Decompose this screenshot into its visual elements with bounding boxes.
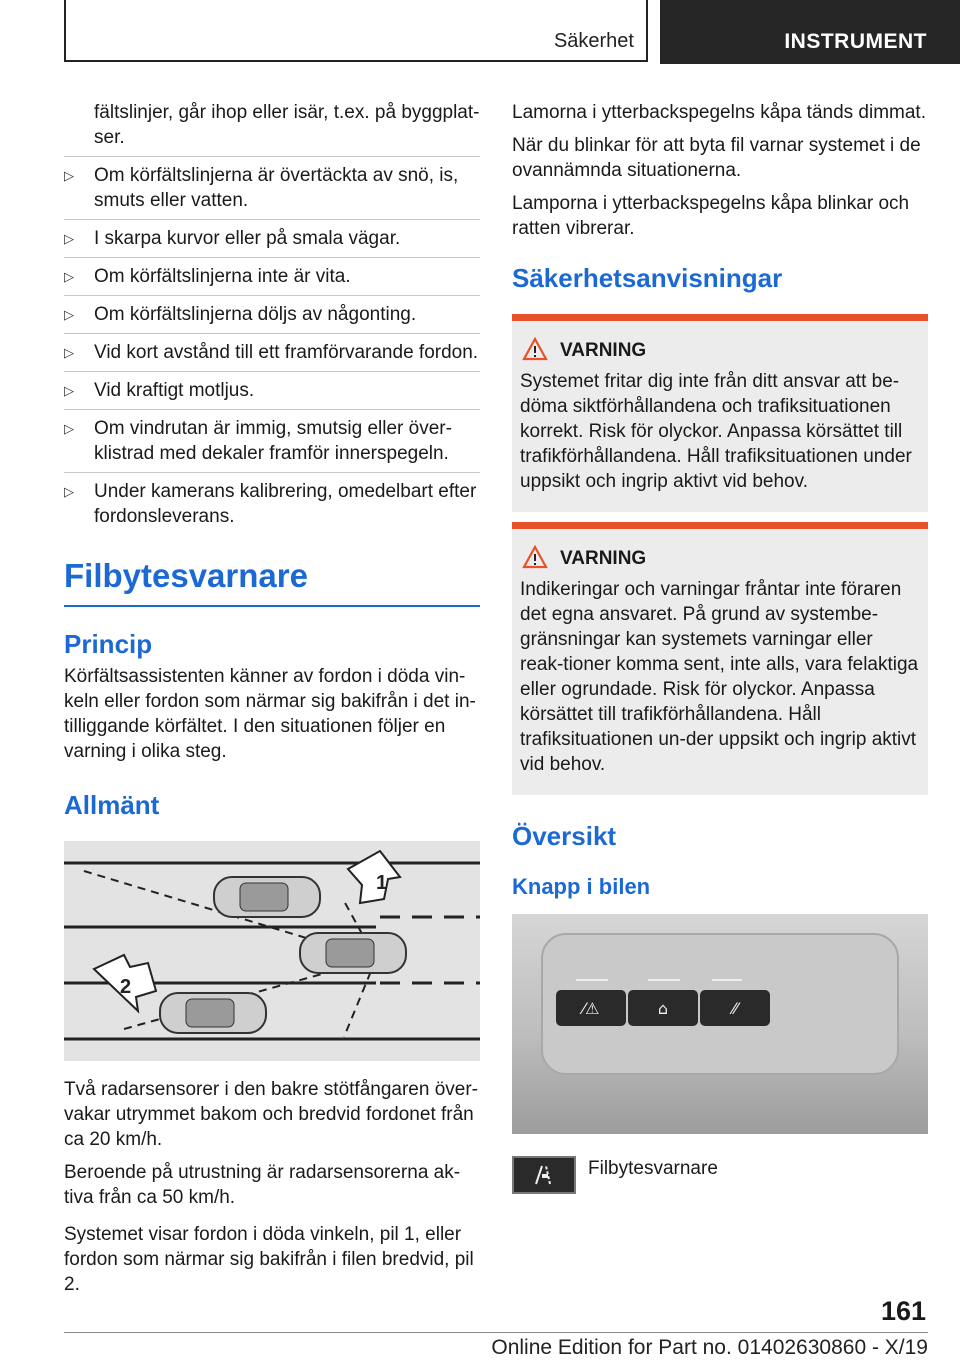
warning-text: Systemet fritar dig inte från ditt ansvar att be-döma siktförhållandena och trafiksituationen korrekt. Risk för olyckor. Anpassa körsättet till trafikförhållandena. Håll trafiksituationen under uppsikt och ingrip aktivt vid behov. [520,371,912,492]
svg-text:⁄⚠: ⁄⚠ [582,999,600,1018]
warning-box [512,522,928,795]
warning-triangle-icon [522,337,548,361]
right-paragraph-3: Lamporna i ytterbackspegelns kåpa blinkar och ratten vibrerar. [512,193,910,239]
princip-heading: Princip [64,629,153,659]
button-caption: Filbytesvarnare [588,1158,718,1179]
list-item: ▷ Om vindrutan är immig, smutsig eller över-klistrad med dekaler framför innerspegeln. [64,409,480,472]
button-legend-row [512,1156,928,1196]
limitation-list [64,156,480,535]
car-icon [160,993,266,1033]
warning-title: VARNING [560,339,920,363]
warning-text: Indikeringar och varningar fråntar inte föraren det egna ansvaret. På grund av systembe-gränsningar kan systemets varningar eller reak-tioner komma sent, inte alls, vara felaktiga eller ogrundade. Risk för olyckor. Anpassa körsättet till trafikförhållandena. Håll trafiksituationen un-der uppsikt och ingrip aktivt vid behov. [520,579,919,775]
allmant-paragraph-3: Systemet visar fordon i döda vinkeln, pil 1, eller fordon som närmar sig bakifrån i filen bredvid, pil 2. [64,1224,474,1295]
right-paragraph-2: När du blinkar för att byta fil varnar systemet i de ovannämnda situationerna. [512,135,921,181]
header-chapter-tab [660,0,960,64]
left-column [64,100,480,1297]
triangle-bullet-icon: ▷ [64,383,74,398]
arrow-label-2: 2 [120,976,132,998]
footer-divider [64,1332,928,1333]
list-item: ▷ Om körfältslinjerna döljs av någonting. [64,295,480,333]
triangle-bullet-icon: ▷ [64,269,74,284]
road-diagram [64,841,480,1061]
allmant-paragraph-2: Beroende på utrustning är radarsensorerna ak-tiva från ca 50 km/h. [64,1162,461,1208]
triangle-bullet-icon: ▷ [64,168,74,183]
page-number: 161 [880,1296,926,1326]
safety-heading: Säkerhetsanvisningar [512,263,783,293]
arrow-label-1: 1 [376,872,388,894]
list-item: ▷ Vid kraftigt motljus. [64,371,480,409]
chapter-heading: Filbytesvarnare [64,557,480,607]
oversikt-heading: Översikt [512,821,617,851]
header-section-tab [64,0,648,62]
button-panel-illustration [512,914,928,1134]
warning-title: VARNING [560,547,920,571]
triangle-bullet-icon: ▷ [64,421,74,436]
button-panel-photo [512,914,928,1134]
list-item: ▷ Vid kort avstånd till ett framförvarande fordon. [64,333,480,371]
list-item: ▷ I skarpa kurvor eller på smala vägar. [64,219,480,257]
car-icon [300,933,406,973]
continued-text: fältslinjer, går ihop eller isär, t.ex. på byggplat-ser. [94,102,480,148]
list-item: ▷ Om körfältslinjerna är övertäckta av snö, is, smuts eller vatten. [64,156,480,219]
chapter-title: INSTRUMENT [784,30,927,53]
warning-box [512,314,928,512]
triangle-bullet-icon: ▷ [64,484,74,499]
lane-change-button-icon [512,1156,576,1194]
list-item: ▷ Om körfältslinjerna inte är vita. [64,257,480,295]
list-item: ▷ Under kamerans kalibrering, omedelbart efter fordonsleverans. [64,472,480,535]
princip-text: Körfältsassistenten känner av fordon i döda vin-keln eller fordon som närmar sig bakifrån i det in-tilliggande körfältet. I den situationen följer en varning i olika steg. [64,666,476,762]
right-column [512,100,928,1196]
svg-text:⁄⁄: ⁄⁄ [732,999,738,1018]
car-icon [214,877,320,917]
triangle-bullet-icon: ▷ [64,345,74,360]
right-paragraph-1: Lamorna i ytterbackspegelns kåpa tänds dimmat. [512,102,926,123]
triangle-bullet-icon: ▷ [64,231,74,246]
section-title: Säkerhet [553,30,634,52]
allmant-paragraph-1: Två radarsensorer i den bakre stötfångaren över-vakar utrymmet bakom och bredvid fordonet från ca 20 km/h. [64,1079,478,1150]
warning-triangle-icon [522,545,548,569]
blind-spot-illustration [64,841,480,1061]
allmant-heading: Allmänt [64,790,160,820]
arrow-1-icon [348,851,400,903]
svg-text:⌂: ⌂ [657,999,669,1018]
edition-text: Online Edition for Part no. 01402630860 - X/19 [491,1336,928,1359]
knapp-heading: Knapp i bilen [512,874,651,899]
triangle-bullet-icon: ▷ [64,307,74,322]
